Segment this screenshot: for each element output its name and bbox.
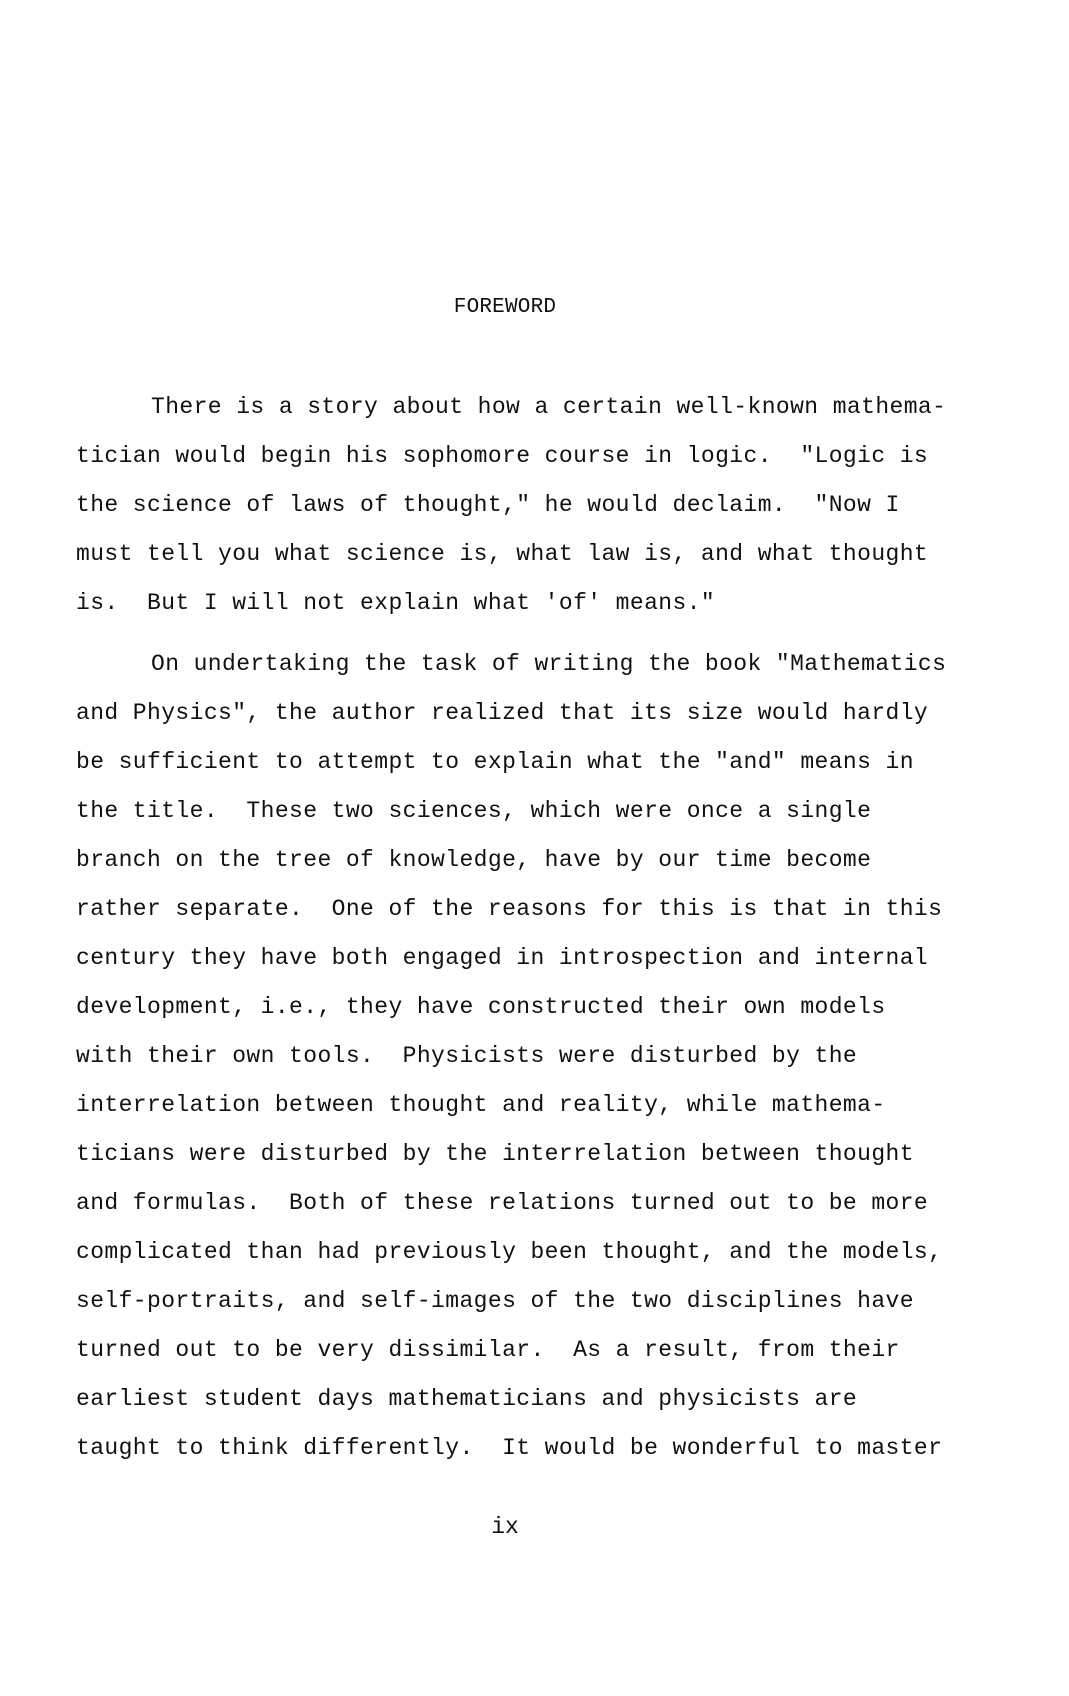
page-number: ix — [491, 1514, 519, 1540]
paragraph-2-line-15: turned out to be very dissimilar. As a result, from their — [76, 1337, 900, 1363]
paragraph-2-line-8: development, i.e., they have constructed their own models — [76, 994, 886, 1020]
paragraph-1-line-5: is. But I will not explain what 'of' means." — [76, 590, 716, 616]
paragraph-2-line-10: interrelation between thought and reality, while mathema- — [76, 1092, 886, 1118]
paragraph-1-line-1: There is a story about how a certain well-known mathema- — [151, 394, 947, 420]
paragraph-2-line-5: branch on the tree of knowledge, have by our time become — [76, 847, 872, 873]
paragraph-2-line-16: earliest student days mathematicians and physicists are — [76, 1386, 858, 1412]
paragraph-2-line-14: self-portraits, and self-images of the two disciplines have — [76, 1288, 914, 1314]
paragraph-2-line-17: taught to think differently. It would be wonderful to master — [76, 1435, 943, 1461]
paragraph-2-line-3: be sufficient to attempt to explain what the "and" means in — [76, 749, 914, 775]
paragraph-1-line-2: tician would begin his sophomore course in logic. "Logic is — [76, 443, 929, 469]
paragraph-2-line-12: and formulas. Both of these relations turned out to be more — [76, 1190, 929, 1216]
paragraph-2-line-6: rather separate. One of the reasons for this is that in this — [76, 896, 943, 922]
paragraph-1-line-3: the science of laws of thought," he would declaim. "Now I — [76, 492, 900, 518]
paragraph-2-line-7: century they have both engaged in introspection and internal — [76, 945, 929, 971]
paragraph-2-line-4: the title. These two sciences, which were once a single — [76, 798, 872, 824]
paragraph-2-line-13: complicated than had previously been thought, and the models, — [76, 1239, 943, 1265]
paragraph-2-line-1: On undertaking the task of writing the book "Mathematics — [151, 651, 947, 677]
paragraph-2-line-2: and Physics", the author realized that its size would hardly — [76, 700, 929, 726]
paragraph-1-line-4: must tell you what science is, what law is, and what thought — [76, 541, 929, 567]
page-title: FOREWORD — [453, 296, 557, 319]
paragraph-2-line-9: with their own tools. Physicists were disturbed by the — [76, 1043, 858, 1069]
paragraph-2-line-11: ticians were disturbed by the interrelation between thought — [76, 1141, 914, 1167]
